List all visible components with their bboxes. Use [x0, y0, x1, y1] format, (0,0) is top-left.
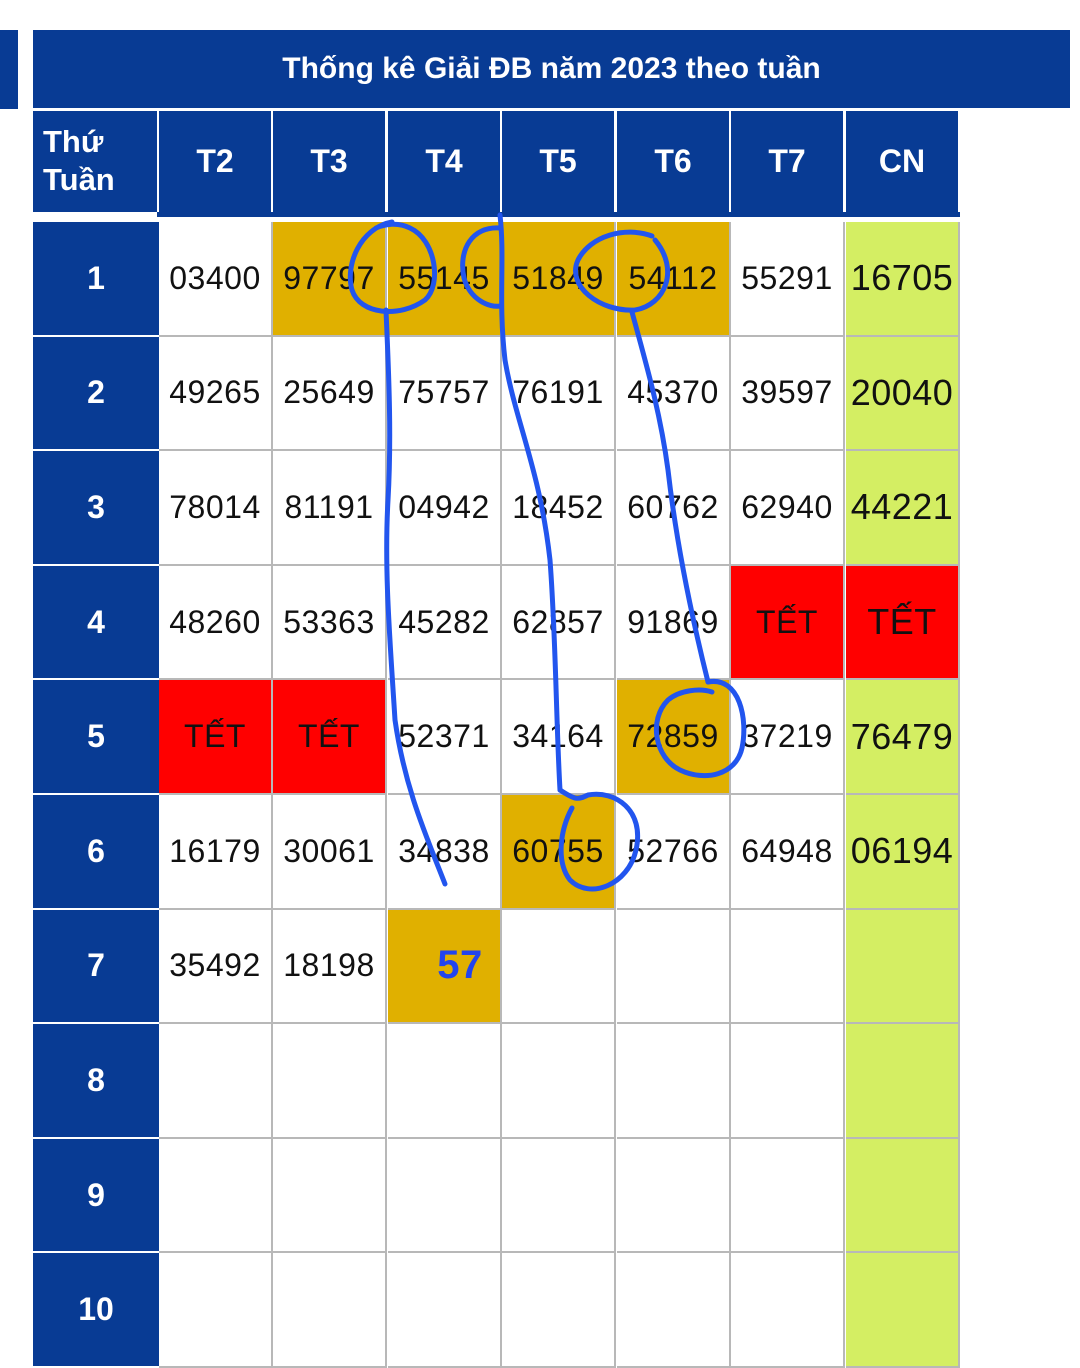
- result-cell: [846, 1253, 960, 1368]
- result-cell: 37219: [731, 680, 845, 795]
- result-cell: 78014: [159, 451, 273, 566]
- header-day-t3: T3: [273, 111, 385, 212]
- result-cell: 54112: [617, 222, 731, 337]
- week-label: 8: [33, 1024, 159, 1137]
- result-cell: 72859: [617, 680, 731, 795]
- result-cell: [846, 910, 960, 1025]
- result-cell: [731, 1024, 845, 1139]
- result-cell: [846, 1139, 960, 1254]
- result-cell: [617, 1024, 731, 1139]
- result-cell: 76479: [846, 680, 960, 795]
- result-cell: 04942: [388, 451, 502, 566]
- result-cell: TẾT: [846, 566, 960, 681]
- result-cell: 25649: [273, 337, 387, 452]
- result-cell: [388, 1024, 502, 1139]
- result-cell: TẾT: [731, 566, 845, 681]
- result-cell: 75757: [388, 337, 502, 452]
- page-title: Thống kê Giải ĐB năm 2023 theo tuần: [33, 30, 1070, 108]
- result-cell: 62857: [502, 566, 616, 681]
- header-day-t2: T2: [159, 111, 271, 212]
- result-cell: [502, 1024, 616, 1139]
- header-line-tuan: Tuần: [43, 162, 115, 197]
- result-cell: 52371: [388, 680, 502, 795]
- result-cell: [502, 1139, 616, 1254]
- result-cell: [846, 1024, 960, 1139]
- result-cell: 30061: [273, 795, 387, 910]
- result-cell: 35492: [159, 910, 273, 1025]
- result-cell: 16179: [159, 795, 273, 910]
- result-cell: 16705: [846, 222, 960, 337]
- result-cell: [159, 1253, 273, 1368]
- result-cell: 60762: [617, 451, 731, 566]
- result-cell: 45370: [617, 337, 731, 452]
- week-label: 2: [33, 337, 159, 450]
- result-cell: 34838: [388, 795, 502, 910]
- result-cell: [502, 910, 616, 1025]
- result-cell: 64948: [731, 795, 845, 910]
- week-label: 6: [33, 795, 159, 908]
- header-day-t6: T6: [617, 111, 729, 212]
- week-label: 4: [33, 566, 159, 679]
- header-day-t7: T7: [731, 111, 843, 212]
- result-cell: TẾT: [159, 680, 273, 795]
- week-label: 1: [33, 222, 159, 335]
- result-cell: 52766: [617, 795, 731, 910]
- header-day-cn: CN: [846, 111, 958, 212]
- result-cell: [617, 910, 731, 1025]
- result-cell: [388, 1253, 502, 1368]
- result-cell: 57: [388, 910, 502, 1025]
- result-cell: 53363: [273, 566, 387, 681]
- result-cell: 81191: [273, 451, 387, 566]
- header-line-thu: Thứ: [43, 124, 104, 159]
- result-cell: [617, 1253, 731, 1368]
- result-cell: [502, 1253, 616, 1368]
- result-cell: 62940: [731, 451, 845, 566]
- result-cell: TẾT: [273, 680, 387, 795]
- result-cell: [273, 1253, 387, 1368]
- header-day-t5: T5: [502, 111, 614, 212]
- result-cell: 48260: [159, 566, 273, 681]
- header-week-day: [33, 111, 157, 212]
- result-cell: 91869: [617, 566, 731, 681]
- result-cell: 44221: [846, 451, 960, 566]
- result-cell: [159, 1024, 273, 1139]
- week-label: 3: [33, 451, 159, 564]
- result-cell: [159, 1139, 273, 1254]
- result-cell: 49265: [159, 337, 273, 452]
- header-day-t4: T4: [388, 111, 500, 212]
- result-cell: 20040: [846, 337, 960, 452]
- result-cell: 55145: [388, 222, 502, 337]
- header-underline: [157, 212, 960, 217]
- result-cell: 39597: [731, 337, 845, 452]
- result-cell: 18452: [502, 451, 616, 566]
- result-cell: [731, 1139, 845, 1254]
- side-tab: [0, 30, 18, 109]
- result-cell: 76191: [502, 337, 616, 452]
- week-label: 7: [33, 910, 159, 1023]
- week-label: 10: [33, 1253, 159, 1366]
- result-cell: 06194: [846, 795, 960, 910]
- result-cell: 34164: [502, 680, 616, 795]
- result-cell: [273, 1024, 387, 1139]
- result-cell: [731, 1253, 845, 1368]
- result-cell: [731, 910, 845, 1025]
- result-cell: 18198: [273, 910, 387, 1025]
- result-cell: 60755: [502, 795, 616, 910]
- result-cell: 51849: [502, 222, 616, 337]
- result-cell: 03400: [159, 222, 273, 337]
- week-label: 9: [33, 1139, 159, 1252]
- result-cell: 55291: [731, 222, 845, 337]
- result-cell: 97797: [273, 222, 387, 337]
- result-cell: 45282: [388, 566, 502, 681]
- result-cell: [388, 1139, 502, 1254]
- result-cell: [617, 1139, 731, 1254]
- week-label: 5: [33, 680, 159, 793]
- result-cell: [273, 1139, 387, 1254]
